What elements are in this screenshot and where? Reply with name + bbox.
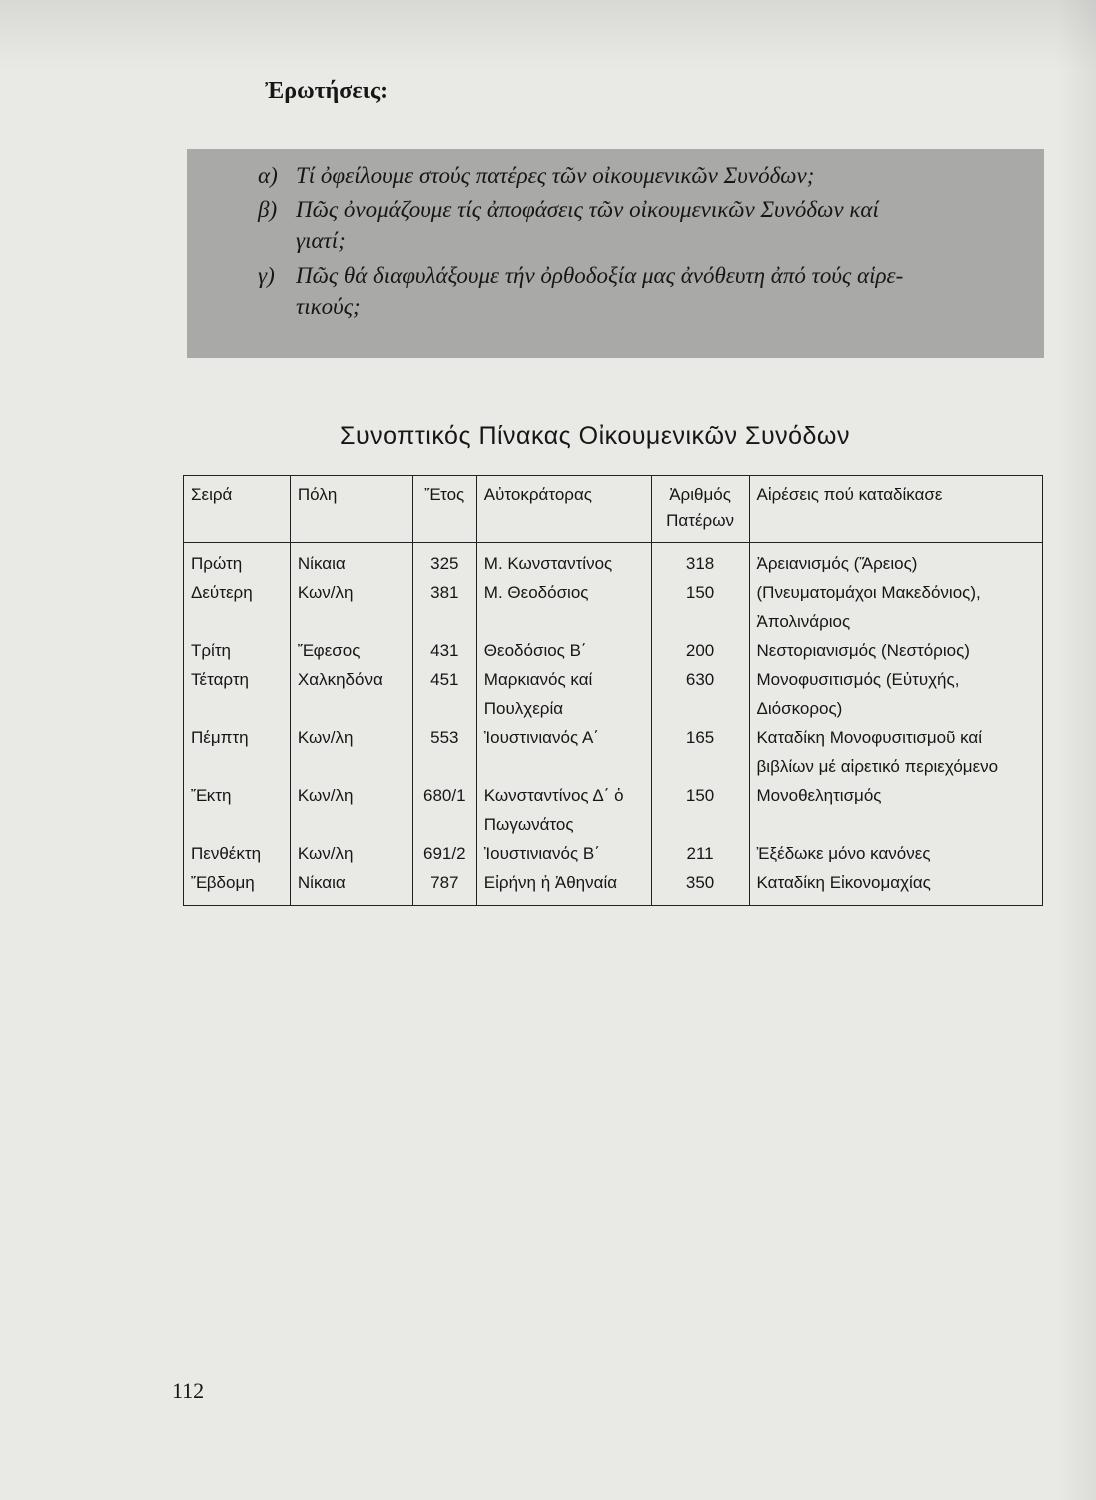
cell-emperor: Ἰουστινιανός Α΄	[476, 723, 651, 781]
cell-order: Πενθέκτη	[184, 839, 291, 868]
cell-fathers: 150	[651, 578, 749, 636]
cell-heresies: Νεστοριανισμός (Νεστόριος)	[749, 636, 1042, 665]
cell-emperor: Θεοδόσιος Β΄	[476, 636, 651, 665]
cell-heresies: Μονοφυσιτισμός (Εὐτυχής, Διόσκορος)	[749, 665, 1042, 723]
cell-order: Πέμπτη	[184, 723, 291, 781]
cell-order: Τέταρτη	[184, 665, 291, 723]
column-header-fathers: Ἀριθμός Πατέρων	[651, 476, 749, 543]
table-row	[184, 723, 1043, 781]
cell-emperor: Ἰουστινιανός Β΄	[476, 839, 651, 868]
question-marker: α)	[258, 163, 278, 188]
table-title: Συνοπτικός Πίνακας Οἰκουμενικῶν Συνόδων	[340, 422, 850, 450]
cell-emperor: Μ. Κωνσταντίνος	[476, 543, 651, 579]
cell-heresies: Ἐξέδωκε μόνο κανόνες	[749, 839, 1042, 868]
cell-heresies: Μονοθελητισμός	[749, 781, 1042, 839]
question-text: Τί ὀφείλουμε στούς πατέρες τῶν οἰκουμενικῶν Συνόδων;	[296, 163, 815, 188]
questions-heading: Ἐρωτήσεις:	[265, 78, 389, 104]
column-header-emperor: Αὐτοκράτορας	[476, 476, 651, 543]
cell-year: 451	[412, 665, 476, 723]
cell-order: Ἔβδομη	[184, 868, 291, 906]
question-a	[258, 160, 998, 191]
cell-fathers: 150	[651, 781, 749, 839]
cell-fathers: 630	[651, 665, 749, 723]
cell-emperor: Μ. Θεοδόσιος	[476, 578, 651, 636]
table-row	[184, 665, 1043, 723]
cell-fathers: 211	[651, 839, 749, 868]
cell-heresies: Ἀρειανισμός (Ἄρειος)	[749, 543, 1042, 579]
question-marker: γ)	[258, 263, 275, 288]
column-header-city: Πόλη	[290, 476, 412, 543]
cell-order: Τρίτη	[184, 636, 291, 665]
table-row	[184, 781, 1043, 839]
cell-order: Δεύτερη	[184, 578, 291, 636]
cell-city: Κων/λη	[290, 578, 412, 636]
cell-year: 431	[412, 636, 476, 665]
cell-year: 325	[412, 543, 476, 579]
cell-heresies: Καταδίκη Εἰκονομαχίας	[749, 868, 1042, 906]
cell-year: 381	[412, 578, 476, 636]
table-row	[184, 636, 1043, 665]
cell-city: Ἔφεσος	[290, 636, 412, 665]
page-number: 112	[172, 1378, 205, 1403]
cell-fathers: 350	[651, 868, 749, 906]
question-text: Πῶς θά διαφυλάξουμε τήν ὀρθοδοξία μας ἀνόθευτη ἀπό τούς αἱρε-	[296, 263, 904, 288]
cell-order: Ἔκτη	[184, 781, 291, 839]
question-text-continued: γιατί;	[296, 228, 346, 253]
cell-year: 553	[412, 723, 476, 781]
question-c	[258, 260, 998, 322]
table-header-row	[184, 476, 1043, 543]
cell-year: 787	[412, 868, 476, 906]
cell-emperor: Κωνσταντίνος Δ΄ ὁ Πωγωνάτος	[476, 781, 651, 839]
cell-city: Νίκαια	[290, 868, 412, 906]
question-text: Πῶς ὀνομάζουμε τίς ἀποφάσεις τῶν οἰκουμενικῶν Συνόδων καί	[296, 197, 879, 222]
cell-emperor: Εἰρήνη ἡ Ἀθηναία	[476, 868, 651, 906]
table-row	[184, 839, 1043, 868]
column-header-heresies: Αἱρέσεις πού καταδίκασε	[749, 476, 1042, 543]
cell-city: Νίκαια	[290, 543, 412, 579]
cell-emperor: Μαρκιανός καί Πουλχερία	[476, 665, 651, 723]
cell-city: Κων/λη	[290, 723, 412, 781]
cell-year: 680/1	[412, 781, 476, 839]
cell-fathers: 165	[651, 723, 749, 781]
table-row	[184, 543, 1043, 579]
cell-fathers: 318	[651, 543, 749, 579]
cell-heresies: Καταδίκη Μονοφυσιτισμοῦ καί βιβλίων μέ αἱρετικό περιεχόμενο	[749, 723, 1042, 781]
cell-city: Χαλκηδόνα	[290, 665, 412, 723]
question-marker: β)	[258, 197, 278, 222]
column-header-order: Σειρά	[184, 476, 291, 543]
question-text-continued: τικούς;	[296, 294, 361, 319]
page-top-shadow	[0, 0, 1096, 70]
column-header-year: Ἔτος	[412, 476, 476, 543]
cell-city: Κων/λη	[290, 839, 412, 868]
cell-order: Πρώτη	[184, 543, 291, 579]
cell-heresies: (Πνευματομάχοι Μακεδόνιος), Ἀπολινάριος	[749, 578, 1042, 636]
table-row	[184, 578, 1043, 636]
question-b	[258, 194, 998, 256]
table-row	[184, 868, 1043, 906]
cell-city: Κων/λη	[290, 781, 412, 839]
page-edge-shadow	[1056, 0, 1096, 1500]
cell-fathers: 200	[651, 636, 749, 665]
synods-table	[183, 475, 1043, 906]
cell-year: 691/2	[412, 839, 476, 868]
